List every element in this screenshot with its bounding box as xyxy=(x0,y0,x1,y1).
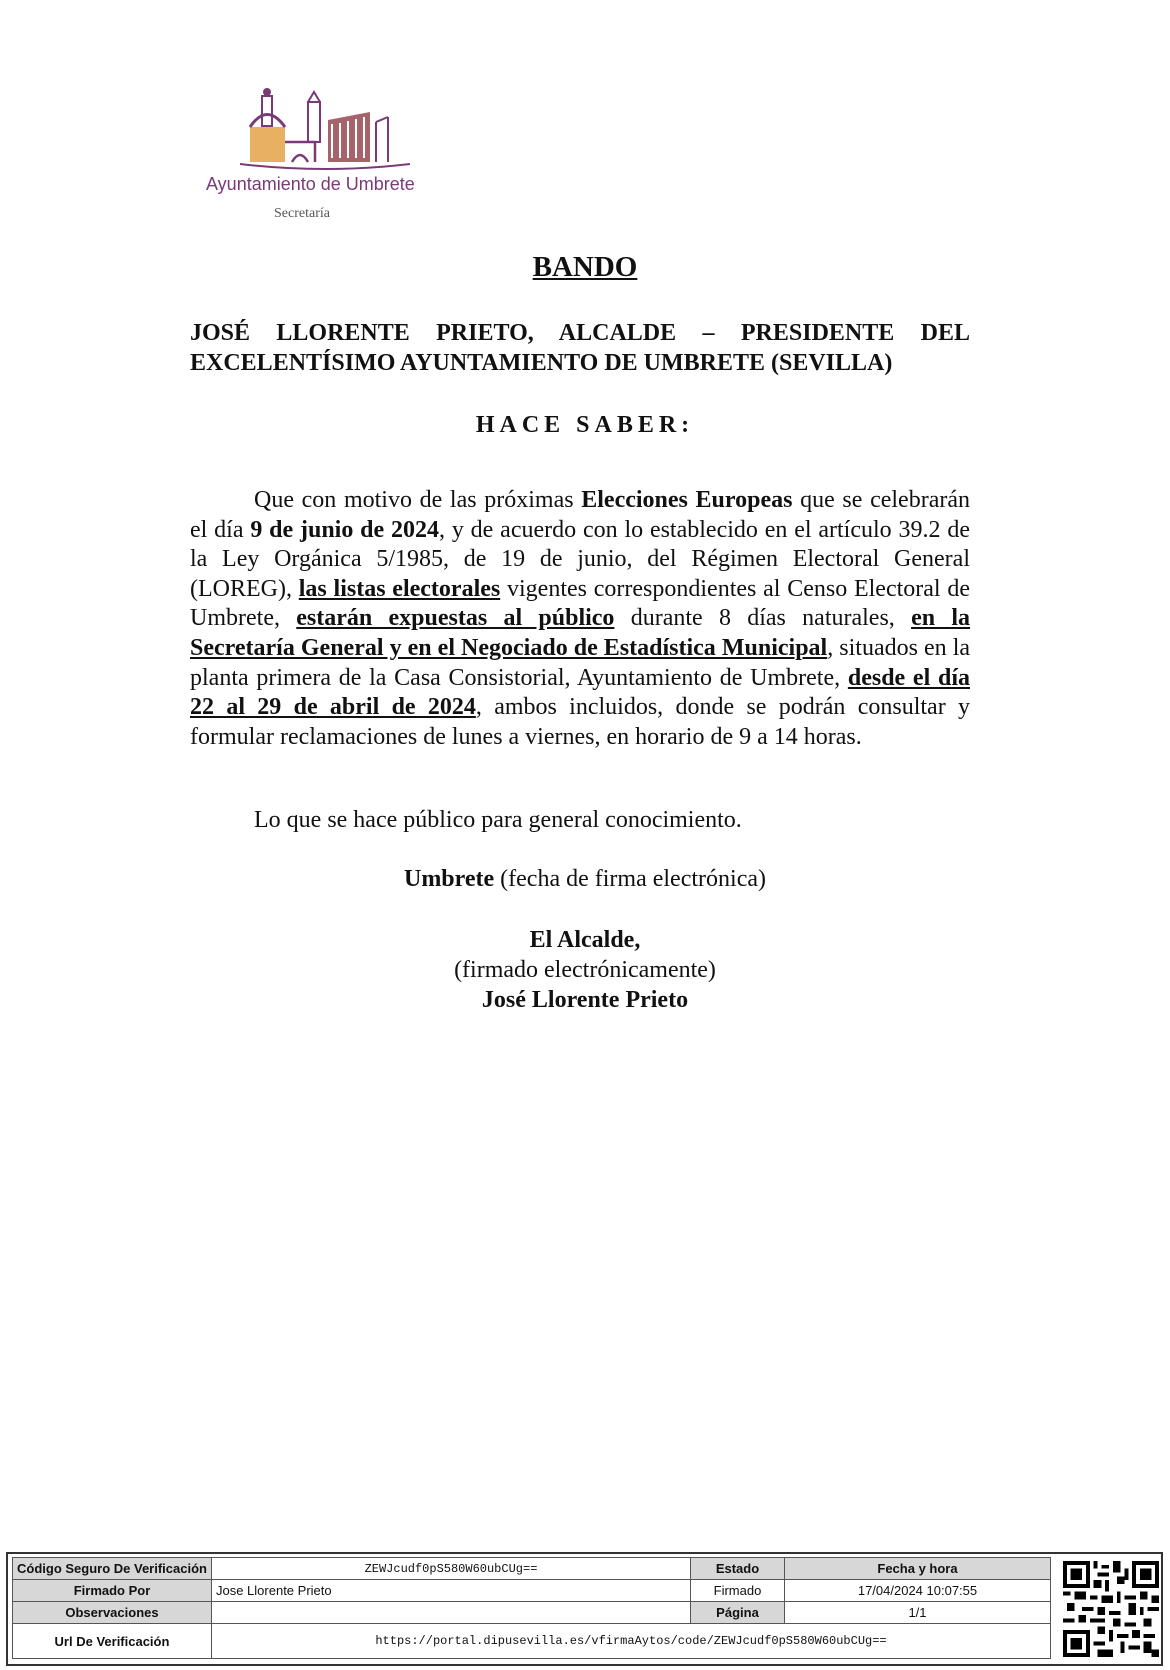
observaciones-label: Observaciones xyxy=(13,1602,212,1624)
municipal-logo xyxy=(200,82,450,232)
estado-label: Estado xyxy=(690,1558,784,1580)
signature-block xyxy=(0,925,1170,1015)
place-town: Umbrete xyxy=(403,866,495,892)
signer-role: El Alcalde, xyxy=(529,927,641,953)
announcement-paragraph xyxy=(190,486,970,752)
mayor-heading-line-2: EXCELENTÍSIMO AYUNTAMIENTO DE UMBRETE (SEVILLA) xyxy=(190,350,893,376)
estado-value: Firmado xyxy=(690,1580,784,1602)
observaciones-value xyxy=(211,1602,690,1624)
text-segment: , y de acuerdo con lo establecido en el artículo 39.2 de la Ley Orgánica 5/1985, de 19 de junio, del Régimen Electoral General (LOREG), xyxy=(190,516,970,602)
verification-footer xyxy=(6,1552,1163,1666)
text-segment: , situados en la planta primera de la Casa Consistorial, Ayuntamiento de Umbrete, xyxy=(190,634,971,691)
town-hall-emblem-icon xyxy=(240,82,410,172)
text-segment: vigentes correspondientes al Censo Electoral de Umbrete, xyxy=(190,575,970,632)
table-row xyxy=(13,1580,1051,1602)
logo-town-name: Ayuntamiento de Umbrete xyxy=(206,174,415,194)
text-segment: , ambos incluidos, donde se podrán consultar y formular reclamaciones de lunes a viernes, en horario de 9 a 14 horas. xyxy=(190,694,970,750)
verification-url[interactable]: https://portal.dipusevilla.es/vfirmaAytos/code/ZEWJcudf0pS580W60ubCUg== xyxy=(211,1624,1050,1659)
mayor-heading-line-1: JOSÉ LLORENTE PRIETO, ALCALDE – PRESIDENTE DEL xyxy=(190,320,970,346)
table-row xyxy=(13,1602,1051,1624)
place-date-note: (fecha de firma electrónica) xyxy=(494,866,766,892)
pagina-value: 1/1 xyxy=(784,1602,1050,1624)
firmado-por-label: Firmado Por xyxy=(13,1580,212,1602)
text-segment: que se celebrarán el día xyxy=(190,487,970,543)
text-segment: durante 8 días naturales, xyxy=(614,605,912,632)
qr-code-icon xyxy=(1063,1561,1159,1657)
signer-name: José Llorente Prieto xyxy=(481,987,689,1013)
fecha-label: Fecha y hora xyxy=(784,1558,1050,1580)
underlined-segment: estarán expuestas al público xyxy=(296,605,615,632)
signature-note: (firmado electrónicamente) xyxy=(454,957,716,983)
verification-table xyxy=(12,1557,1051,1659)
text-segment: Que con motivo de las próximas xyxy=(254,487,582,513)
underlined-segment: en la Secretaría General y en el Negociado de Estadística Municipal xyxy=(190,605,971,661)
bold-segment: 9 de junio de 2024 xyxy=(250,516,440,543)
table-row xyxy=(13,1558,1051,1580)
logo-department: Secretaría xyxy=(274,206,330,221)
place-date-line xyxy=(0,866,1170,893)
table-row xyxy=(13,1624,1051,1659)
firmado-por-value: Jose Llorente Prieto xyxy=(211,1580,690,1602)
bold-segment: Elecciones Europeas xyxy=(581,487,793,513)
mayor-heading xyxy=(190,318,970,378)
url-label: Url De Verificación xyxy=(13,1624,212,1659)
fecha-value: 17/04/2024 10:07:55 xyxy=(784,1580,1050,1602)
pagina-label: Página xyxy=(690,1602,784,1624)
csv-value: ZEWJcudf0pS580W60ubCUg== xyxy=(211,1558,690,1580)
document-title: BANDO xyxy=(532,251,638,283)
csv-label: Código Seguro De Verificación xyxy=(13,1558,212,1580)
closing-line: Lo que se hace público para general conocimiento. xyxy=(254,807,742,833)
underlined-segment: desde el día 22 al 29 de abril de 2024 xyxy=(190,664,970,721)
underlined-segment: las listas electorales xyxy=(298,575,501,602)
hace-saber-heading: HACE SABER: xyxy=(475,412,695,438)
